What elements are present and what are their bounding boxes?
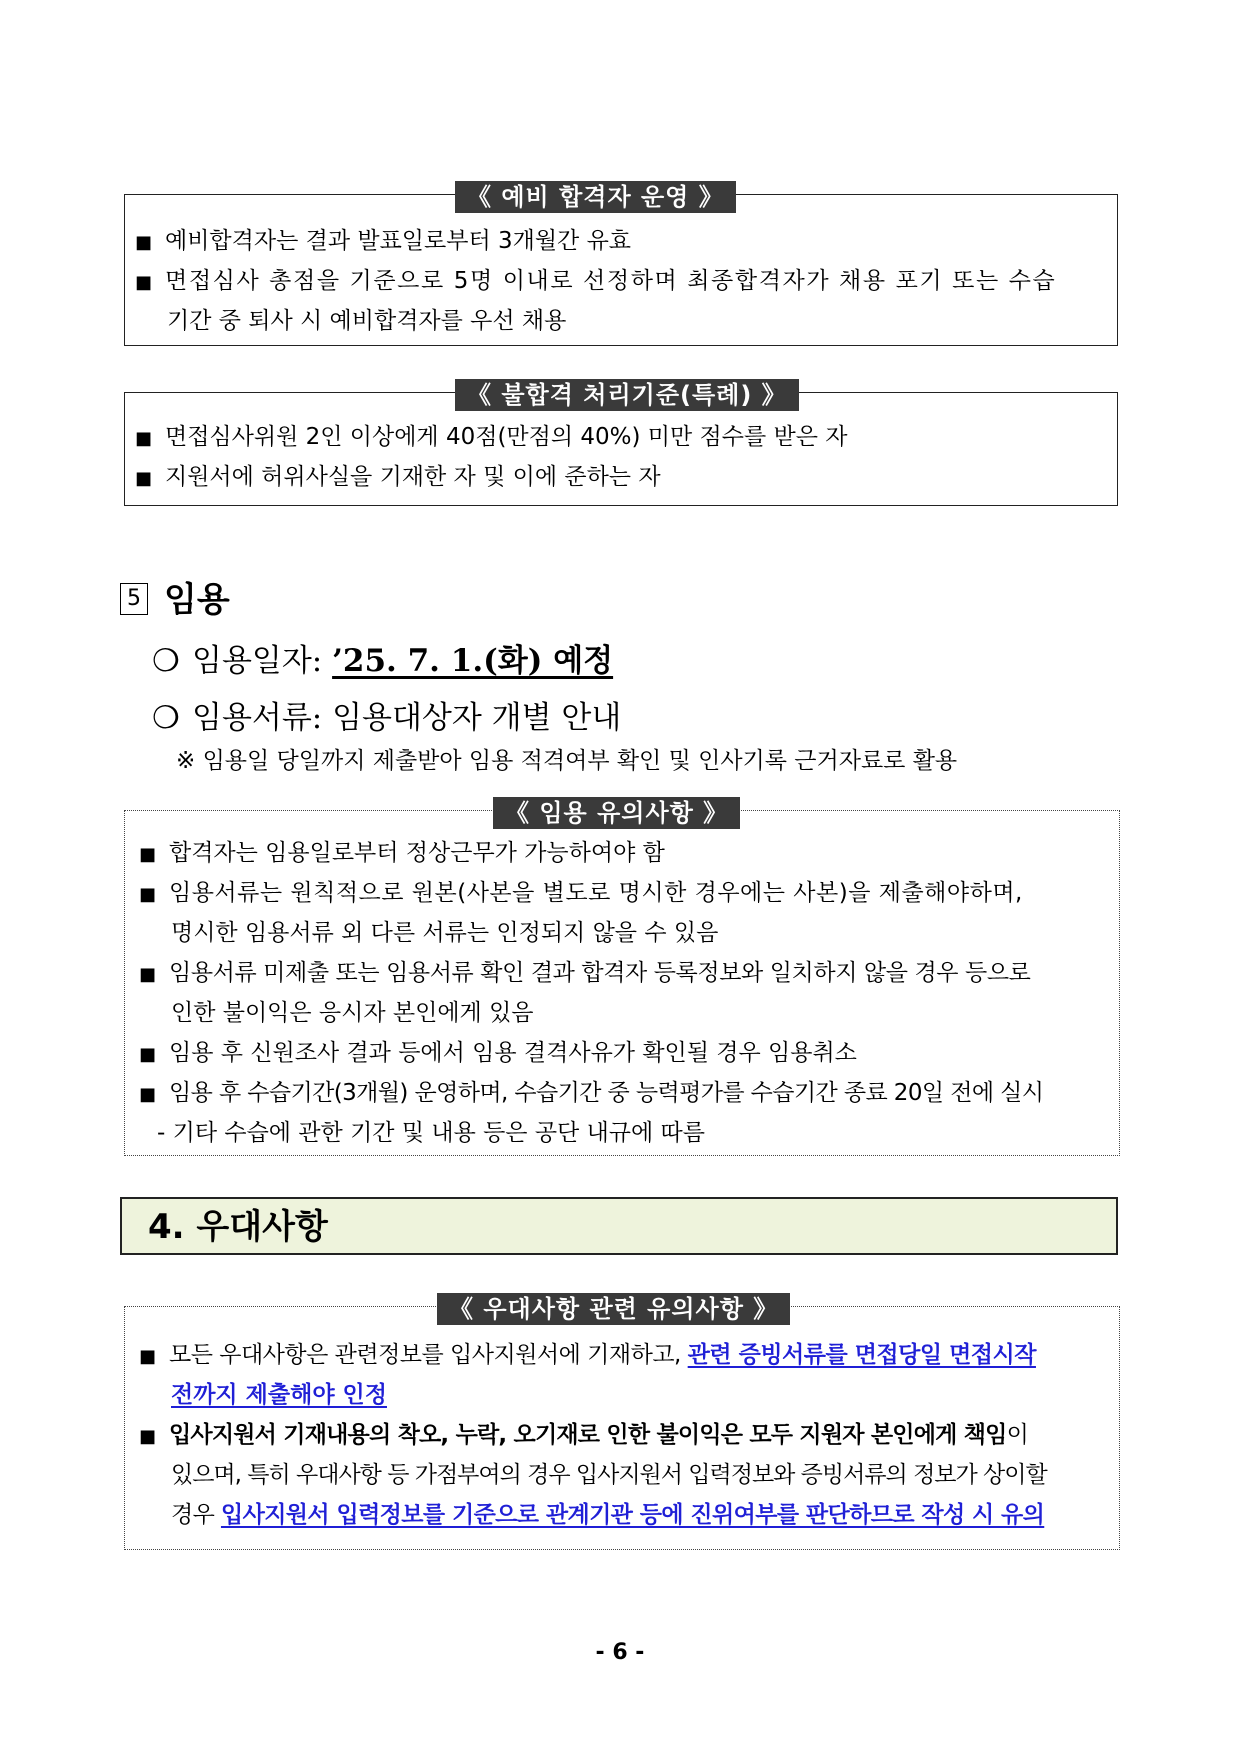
section-4-heading: 4. 우대사항 bbox=[120, 1197, 1118, 1255]
list-item-continuation: 명시한 임용서류 외 다른 서류는 인정되지 않을 수 있음 bbox=[171, 920, 719, 946]
emphasis-text: 입사지원서 입력정보를 기준으로 관계기관 등에 진위여부를 판단하므로 작성 시 유의 bbox=[220, 1502, 1045, 1528]
section-5-heading bbox=[120, 572, 230, 621]
circle-bullet-icon: ❍ bbox=[152, 700, 180, 736]
square-bullet-icon: ■ bbox=[139, 844, 157, 865]
list-item: ■ 임용 후 신원조사 결과 등에서 임용 결격사유가 확인될 경우 임용취소 bbox=[139, 1033, 1107, 1073]
list-item: ■ 입사지원서 기재내용의 착오, 누락, 오기재로 인한 불이익은 모두 지원자 본인에게 책임이 bbox=[139, 1415, 1107, 1455]
appointment-docs-value: 임용대상자 개별 안내 bbox=[332, 700, 622, 736]
list-item: ■ 임용 후 수습기간(3개월) 운영하며, 수습기간 중 능력평가를 수습기간 종료 20일 전에 실시 bbox=[139, 1073, 1107, 1113]
appointment-date-value: ’25. 7. 1.(화) 예정 bbox=[332, 643, 614, 679]
section-5-title: 임용 bbox=[164, 580, 230, 620]
square-bullet-icon: ■ bbox=[135, 468, 153, 489]
emphasis-text: 전까지 제출해야 인정 bbox=[171, 1382, 387, 1408]
bold-text: 입사지원서 기재내용의 착오, 누락, 오기재로 인한 불이익은 모두 지원자 본인에게 책임 bbox=[169, 1422, 1007, 1448]
appointment-note: ※ 임용일 당일까지 제출받아 임용 적격여부 확인 및 인사기록 근거자료로 활용 bbox=[176, 748, 958, 774]
list-item-continuation: 있으며, 특히 우대사항 등 가점부여의 경우 입사지원서 입력정보와 증빙서류의 정보가 상이할 bbox=[171, 1462, 1047, 1488]
list-item: ■ 면접심사 총점을 기준으로 5명 이내로 선정하며 최종합격자가 채용 포기 또는 수습 bbox=[135, 261, 1105, 301]
list-item: ■ 임용서류는 원칙적으로 원본(사본을 별도로 명시한 경우에는 사본)을 제출해야하며, bbox=[139, 873, 1107, 913]
square-bullet-icon: ■ bbox=[139, 1426, 156, 1447]
square-bullet-icon: ■ bbox=[135, 428, 153, 449]
fail-criteria-box bbox=[124, 381, 1118, 506]
emphasis-text: 관련 증빙서류를 면접당일 면접시작 bbox=[687, 1342, 1036, 1368]
circle-bullet-icon: ❍ bbox=[152, 643, 180, 679]
list-item: ■ 합격자는 임용일로부터 정상근무가 가능하여야 함 bbox=[139, 833, 1107, 873]
square-bullet-icon: ■ bbox=[139, 1346, 156, 1367]
list-item: ■ 예비합격자는 결과 발표일로부터 3개월간 유효 bbox=[135, 221, 1105, 261]
square-bullet-icon: ■ bbox=[139, 884, 157, 905]
page-number: - 6 - bbox=[595, 1640, 645, 1665]
square-bullet-icon: ■ bbox=[139, 964, 156, 985]
list-item: ■ 면접심사위원 2인 이상에게 40점(만점의 40%) 미만 점수를 받은 자 bbox=[135, 417, 1105, 457]
fail-criteria-title: 《 불합격 처리기준(특례) 》 bbox=[455, 379, 799, 411]
list-item-continuation bbox=[139, 1375, 1107, 1415]
reserve-box bbox=[124, 183, 1118, 346]
appointment-docs: ❍ 임용서류: 임용대상자 개별 안내 bbox=[152, 700, 622, 736]
list-item-continuation: 인한 불이익은 응시자 본인에게 있음 bbox=[171, 1000, 534, 1026]
preference-caution-title: 《 우대사항 관련 유의사항 》 bbox=[437, 1293, 790, 1325]
appointment-caution-box bbox=[124, 799, 1120, 1156]
appointment-caution-title: 《 임용 유의사항 》 bbox=[493, 797, 740, 829]
list-subitem: - 기타 수습에 관한 기간 및 내용 등은 공단 내규에 따름 bbox=[157, 1120, 705, 1146]
preference-caution-box bbox=[124, 1295, 1120, 1550]
square-bullet-icon: ■ bbox=[139, 1084, 156, 1105]
section-number-box: 5 bbox=[120, 583, 148, 615]
reserve-box-title: 《 예비 합격자 운영 》 bbox=[455, 181, 736, 213]
list-item: ■ 모든 우대사항은 관련정보를 입사지원서에 기재하고, 관련 증빙서류를 면접당일 면접시작 bbox=[139, 1335, 1107, 1375]
list-item: ■ 지원서에 허위사실을 기재한 자 및 이에 준하는 자 bbox=[135, 457, 1105, 497]
list-item-continuation: 경우 입사지원서 입력정보를 기준으로 관계기관 등에 진위여부를 판단하므로 작성 시 유의 bbox=[171, 1502, 1045, 1528]
list-item: ■ 임용서류 미제출 또는 임용서류 확인 결과 합격자 등록정보와 일치하지 않을 경우 등으로 bbox=[139, 953, 1107, 993]
square-bullet-icon: ■ bbox=[135, 272, 154, 293]
square-bullet-icon: ■ bbox=[135, 232, 153, 253]
list-item-continuation: 기간 중 퇴사 시 예비합격자를 우선 채용 bbox=[167, 308, 567, 334]
square-bullet-icon: ■ bbox=[139, 1044, 157, 1065]
appointment-date: ❍ 임용일자: ’25. 7. 1.(화) 예정 bbox=[152, 643, 614, 679]
